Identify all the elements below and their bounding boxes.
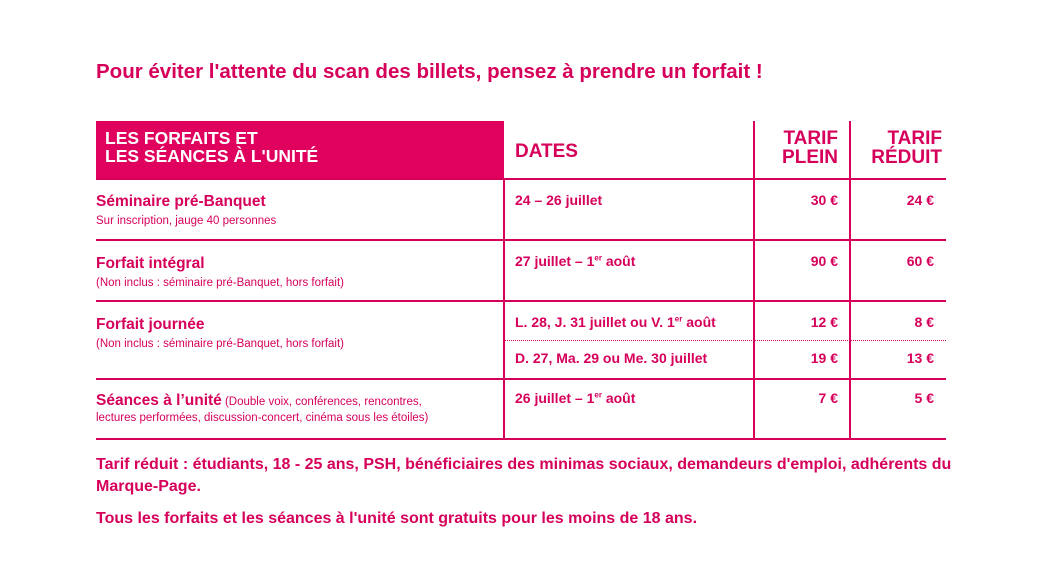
row-subdivider	[504, 340, 946, 341]
table-row-label	[96, 316, 496, 352]
table-row-label	[96, 193, 496, 229]
row-price-plein: 19 €	[810, 350, 838, 366]
row-subtitle: Sur inscription, jauge 40 personnes	[96, 215, 277, 227]
row-date: 24 – 26 juillet	[515, 192, 603, 208]
header-title-line1: LES FORFAITS ET	[105, 128, 258, 148]
row-subtitle: (Non inclus : séminaire pré-Banquet, hors forfait)	[96, 338, 344, 350]
header-dates: DATES	[515, 141, 578, 162]
header-tarif-plein	[756, 129, 838, 167]
row-title: Séances à l’unité	[96, 392, 222, 409]
header-reduit-line2: RÉDUIT	[871, 147, 942, 168]
page-headline: Pour éviter l'attente du scan des billets, pensez à prendre un forfait !	[96, 60, 763, 83]
row-price-plein: 12 €	[810, 314, 838, 330]
free-entry-note: Tous les forfaits et les séances à l'unité sont gratuits pour les moins de 18 ans.	[96, 510, 698, 527]
row-price-reduit: 8 €	[914, 314, 934, 330]
row-price-reduit: 24 €	[906, 192, 934, 208]
row-date: 27 juillet – 1er août	[515, 253, 636, 269]
reduced-rate-note: Tarif réduit : étudiants, 18 - 25 ans, PSH, bénéficiaires des minimas sociaux, demandeurs d'emploi, adhérents du Marque-Page.	[96, 456, 952, 495]
row-divider	[96, 378, 946, 380]
row-date: D. 27, Ma. 29 ou Me. 30 juillet	[515, 350, 708, 366]
table-header-title	[96, 121, 504, 179]
row-date: L. 28, J. 31 juillet ou V. 1er août	[515, 314, 716, 330]
header-title-line2: LES SÉANCES À L'UNITÉ	[105, 146, 319, 166]
row-divider	[96, 178, 946, 180]
row-title: Forfait intégral	[96, 255, 205, 272]
header-plein-line1: TARIF	[783, 128, 838, 149]
table-row-label	[96, 255, 496, 291]
table-row-label	[96, 392, 496, 424]
row-price-reduit: 5 €	[914, 390, 934, 406]
row-divider	[96, 239, 946, 241]
column-divider	[753, 121, 755, 439]
header-reduit-line1: TARIF	[887, 128, 942, 149]
row-price-reduit: 13 €	[906, 350, 934, 366]
header-plein-line2: PLEIN	[782, 147, 838, 168]
column-divider	[503, 179, 505, 439]
row-subtitle: (Non inclus : séminaire pré-Banquet, hors forfait)	[96, 277, 344, 289]
row-subtitle: (Double voix, conférences, rencontres,	[221, 396, 422, 408]
row-price-plein: 7 €	[818, 390, 838, 406]
row-title: Séminaire pré-Banquet	[96, 193, 266, 210]
row-divider	[96, 300, 946, 302]
row-title: Forfait journée	[96, 316, 205, 333]
row-date: 26 juillet – 1er août	[515, 390, 636, 406]
row-divider	[96, 438, 946, 440]
row-price-reduit: 60 €	[906, 253, 934, 269]
pricing-table	[96, 121, 946, 439]
row-subtitle-line2: lectures performées, discussion-concert, cinéma sous les étoiles)	[96, 412, 429, 424]
header-tarif-reduit	[852, 129, 942, 167]
row-price-plein: 90 €	[810, 253, 838, 269]
row-price-plein: 30 €	[810, 192, 838, 208]
column-divider	[849, 121, 851, 439]
